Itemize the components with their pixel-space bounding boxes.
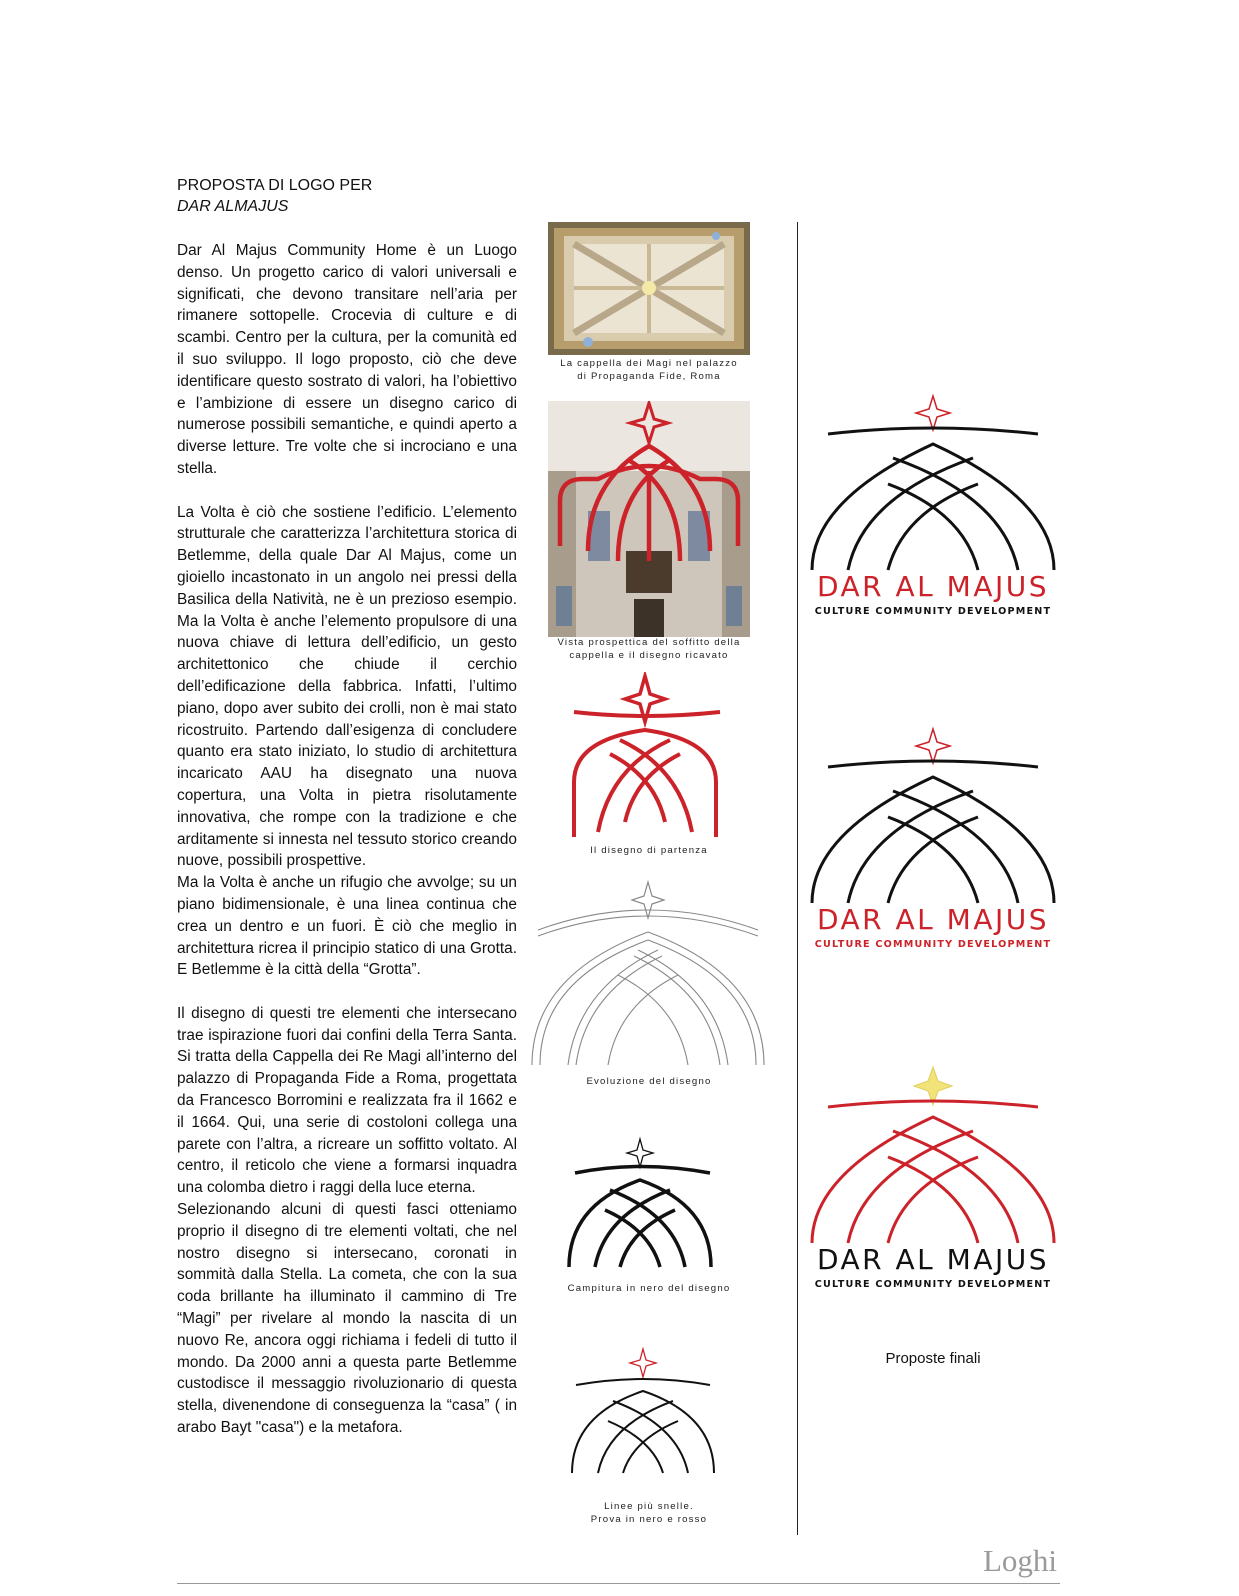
logo-1-tagline: CULTURE COMMUNITY DEVELOPMENT — [814, 606, 1052, 617]
caption-starting: Il disegno di partenza — [590, 845, 708, 856]
logo-3-name: DAR AL MAJUS — [816, 1243, 1050, 1276]
final-proposals-label: Proposte finali — [885, 1350, 981, 1367]
body-text — [177, 240, 517, 1439]
logo-3-tagline: CULTURE COMMUNITY DEVELOPMENT — [814, 1279, 1052, 1290]
caption-black: Campitura in nero del disegno — [567, 1283, 731, 1294]
caption-chapel: La cappella dei Magi nel palazzo di Propaganda Fide, Roma — [560, 358, 738, 382]
paragraph-3: Ma la Volta è anche un rifugio che avvolge; su un piano bidimensionale, è una linea continua che crea un dentro e un fuori. È ciò che meglio in architettura ricrea il principio statico di una Grotta. E Betlemme è la città della “Grotta”. — [177, 874, 517, 979]
black-drawing — [565, 1135, 735, 1275]
logo-1-name: DAR AL MAJUS — [816, 570, 1050, 603]
footer-rule — [177, 1583, 1060, 1584]
starting-drawing — [570, 672, 750, 847]
logo-2-tagline: CULTURE COMMUNITY DEVELOPMENT — [814, 939, 1052, 950]
final-logo-3 — [808, 1065, 1058, 1295]
section-footer-label: Loghi — [983, 1543, 1058, 1578]
caption-evolution: Evoluzione del disegno — [586, 1076, 712, 1087]
column-divider — [797, 222, 798, 1535]
chapel-ceiling-photo — [548, 222, 750, 355]
heading-title: PROPOSTA DI LOGO PER — [177, 177, 373, 194]
caption-perspective: Vista prospettica del soffitto della cappella e il disegno ricavato — [557, 637, 741, 661]
final-logo-2 — [808, 725, 1058, 955]
paragraph-5: Selezionando alcuni di questi fasci otteniamo proprio il disegno di tre elementi voltati, che nel nostro disegno si intersecano, coronati in sommità dalla Stella. La cometa, che con la sua coda brillante ha illuminato il cammino di Tre “Magi” per rivelare al mondo la nascita di un nuovo Re, ancora oggi richiama i fedeli di tutto il mondo. Da 2000 anni a questa parte Betlemme custodisce il messaggio rivoluzionario di questa stella, divenendone di conseguenza la “casa” ( in arabo Bayt "casa") e la metafora. — [177, 1201, 517, 1437]
evolution-drawing — [528, 880, 768, 1075]
paragraph-1: Dar Al Majus Community Home è un Luogo denso. Un progetto carico di valori universali e significati, che devono transitare nell’aria per rimanere sottopelle. Crocevia di culture e di scambi. Centro per la cultura, per la comunità ed il suo sviluppo. Il logo proposto, ciò che deve identificare questo sostrato di valori, ha l’obiettivo e l’ambizione di essere un disegno carico di numerose possibili semantiche, e quindi aperto a diverse letture. Tre volte che si incrociano e una stella. — [177, 242, 517, 477]
page-heading — [177, 175, 372, 217]
caption-thin: Linee più snelle. Prova in nero e rosso — [590, 1501, 708, 1525]
thin-drawing — [568, 1345, 733, 1485]
paragraph-4: Il disegno di questi tre elementi che intersecano trae ispirazione fuori dai confini della Terra Santa. Si tratta della Cappella dei Re Magi all’interno del palazzo di Propaganda Fide a Roma, progettata da Francesco Borromini e realizzata fra il 1662 e il 1664. Qui, una serie di costoloni collega una parete con l’altra, a ricreare un soffitto voltato. Al centro, il reticolo che viene a formarsi inquadra una colomba dietro i raggi della luce eterna. — [177, 1004, 517, 1197]
final-logo-1 — [808, 392, 1058, 622]
chapel-perspective-photo — [548, 401, 750, 637]
heading-subtitle: DAR ALMAJUS — [177, 198, 289, 215]
logo-2-name: DAR AL MAJUS — [816, 903, 1050, 936]
paragraph-2: La Volta è ciò che sostiene l’edificio. L’elemento strutturale che caratterizza l’architettura storica di Betlemme, della quale Dar Al Majus, come un gioiello incastonato in un angolo nei pressi della Basilica della Natività, ne è un prezioso esempio. Ma la Volta è anche l’elemento propulsore di una nuova chiave di lettura dell’edificio, un gesto architettonico che chiude il cerchio dell’edificazione della fabbrica. Infatti, l’ultimo piano, dopo aver subito dei crolli, non è mai stato ricostruito. Partendo dall’esigenza di concludere quanto era stato iniziato, lo studio di architettura incaricato AAU ha disegnato una nuova copertura, una Volta in pietra risolutamente innovativa, che rompe con la tradizione e che arditamente si innesta nel tessuto storico creando nuove, possibili prospettive. — [177, 503, 517, 870]
